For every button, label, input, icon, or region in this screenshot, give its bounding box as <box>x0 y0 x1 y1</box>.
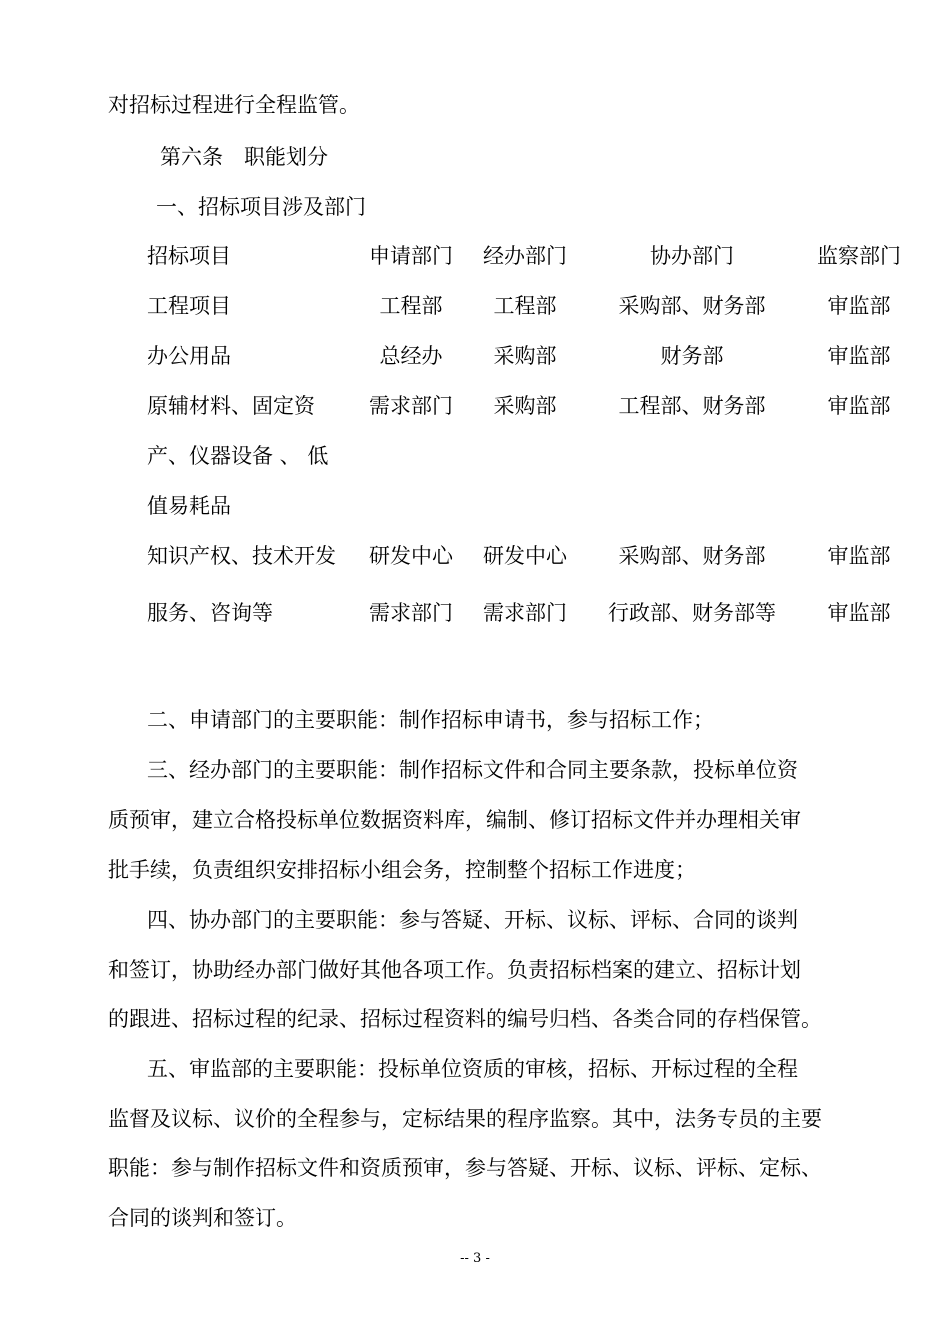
section1-heading: 一、招标项目涉及部门 <box>156 195 366 219</box>
header-supervise: 监察部门 <box>817 244 901 268</box>
row-apply: 研发中心 <box>369 544 453 568</box>
row-item: 工程项目 <box>147 294 231 318</box>
row-handle: 采购部 <box>493 344 557 368</box>
section2-paragraph: 二、申请部门的主要职能：制作招标申请书，参与招标工作； <box>147 708 714 732</box>
header-item: 招标项目 <box>147 244 231 268</box>
paragraph-line: 五、审监部的主要职能：投标单位资质的审核，招标、开标过程的全程 <box>147 1057 798 1081</box>
row-handle: 工程部 <box>493 294 557 318</box>
paragraph-intro-tail: 对招标过程进行全程监管。 <box>108 93 360 117</box>
paragraph-line: 和签订，协助经办部门做好其他各项工作。负责招标档案的建立、招标计划 <box>108 958 801 982</box>
row-supervise: 审监部 <box>827 394 891 418</box>
paragraph-line: 批手续，负责组织安排招标小组会务，控制整个招标工作进度； <box>108 858 696 882</box>
header-assist: 协办部门 <box>650 244 734 268</box>
header-handle: 经办部门 <box>483 244 567 268</box>
row-supervise: 审监部 <box>827 294 891 318</box>
row-assist: 工程部、财务部 <box>618 394 766 418</box>
row-supervise: 审监部 <box>827 601 891 625</box>
page-number: -- 3 - <box>460 1251 490 1266</box>
paragraph-line: 的跟进、招标过程的纪录、招标过程资料的编号归档、各类合同的存档保管。 <box>108 1007 822 1031</box>
row-handle: 需求部门 <box>483 601 567 625</box>
paragraph-line: 四、协办部门的主要职能：参与答疑、开标、议标、评标、合同的谈判 <box>147 908 798 932</box>
paragraph-line: 职能：参与制作招标文件和资质预审，参与答疑、开标、议标、评标、定标、 <box>108 1156 822 1180</box>
row-assist: 行政部、财务部等 <box>608 601 776 625</box>
header-apply: 申请部门 <box>369 244 453 268</box>
row-item: 服务、咨询等 <box>147 601 273 625</box>
row-item: 知识产权、技术开发 <box>147 544 336 568</box>
row-item-line-3: 值易耗品 <box>147 494 231 518</box>
row-item-line-2: 产、仪器设备 、 低 <box>147 444 329 468</box>
row-apply: 需求部门 <box>369 601 453 625</box>
row-assist: 采购部、财务部 <box>618 294 766 318</box>
row-handle: 研发中心 <box>483 544 567 568</box>
row-handle: 采购部 <box>493 394 557 418</box>
paragraph-line: 监督及议标、议价的全程参与，定标结果的程序监察。其中，法务专员的主要 <box>108 1107 822 1131</box>
row-apply: 总经办 <box>379 344 443 368</box>
row-apply: 工程部 <box>379 294 443 318</box>
paragraph-line: 质预审，建立合格投标单位数据资料库，编制、修订招标文件并办理相关审 <box>108 808 801 832</box>
row-assist: 财务部 <box>660 344 724 368</box>
article-heading: 第六条 职能划分 <box>160 145 328 169</box>
row-supervise: 审监部 <box>827 344 891 368</box>
row-item: 办公用品 <box>147 344 231 368</box>
row-item-line-1: 原辅材料、固定资 <box>147 394 315 418</box>
row-supervise: 审监部 <box>827 544 891 568</box>
paragraph-line: 三、经办部门的主要职能：制作招标文件和合同主要条款，投标单位资 <box>147 758 798 782</box>
row-assist: 采购部、财务部 <box>618 544 766 568</box>
row-apply: 需求部门 <box>369 394 453 418</box>
paragraph-line: 合同的谈判和签订。 <box>108 1206 297 1230</box>
